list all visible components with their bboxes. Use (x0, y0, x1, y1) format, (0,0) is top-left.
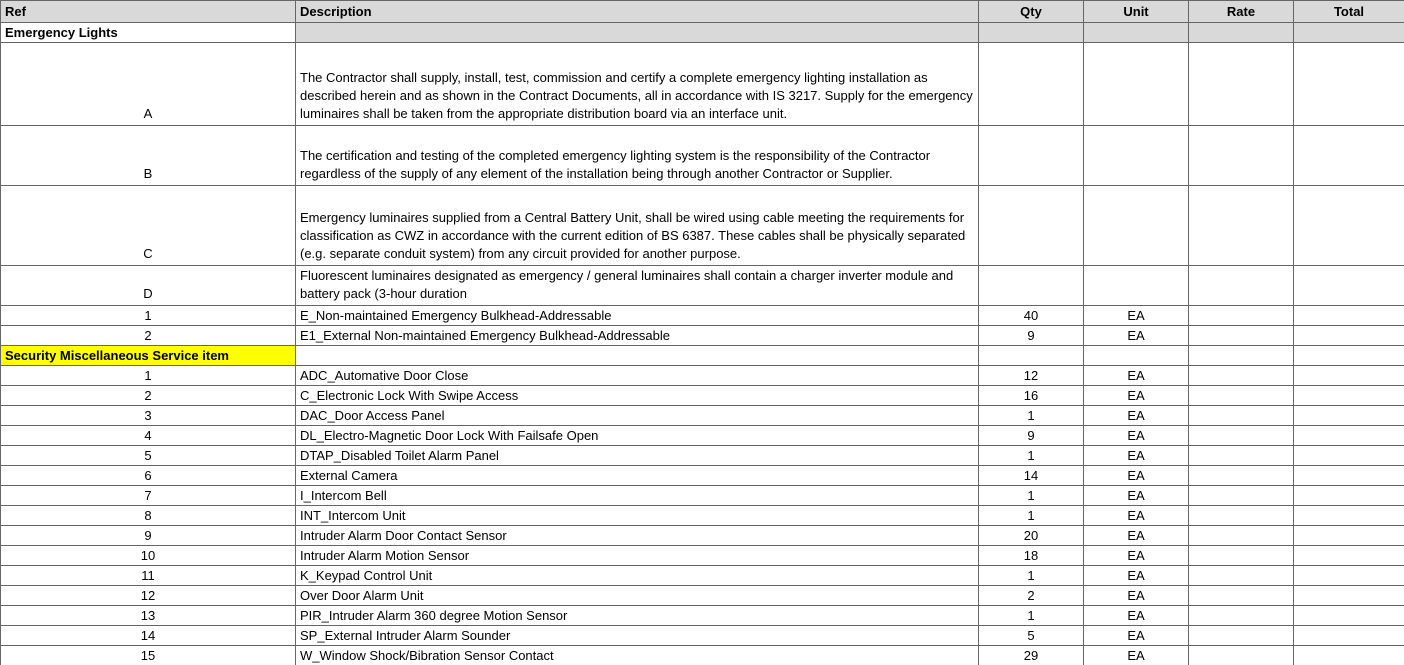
table-row (1, 186, 1404, 266)
qty-cell[interactable]: 9 (979, 426, 1084, 446)
total-cell[interactable] (1294, 546, 1404, 566)
description-cell[interactable]: PIR_Intruder Alarm 360 degree Motion Sensor (296, 606, 979, 626)
unit-cell[interactable]: EA (1084, 546, 1189, 566)
ref-cell[interactable]: C (1, 186, 296, 266)
qty-cell[interactable] (979, 186, 1084, 266)
table-row (1, 406, 1404, 426)
unit-cell[interactable] (1084, 186, 1189, 266)
rate-cell[interactable] (1189, 186, 1294, 266)
total-cell[interactable] (1294, 506, 1404, 526)
qty-cell[interactable]: 1 (979, 446, 1084, 466)
ref-cell[interactable]: 14 (1, 626, 296, 646)
table-row (1, 526, 1404, 546)
ref-cell[interactable]: 3 (1, 406, 296, 426)
ref-cell[interactable]: 12 (1, 586, 296, 606)
ref-cell[interactable]: B (1, 126, 296, 186)
rate-cell[interactable] (1189, 566, 1294, 586)
unit-cell[interactable]: EA (1084, 486, 1189, 506)
rate-cell[interactable] (1189, 326, 1294, 346)
description-cell[interactable]: Intruder Alarm Motion Sensor (296, 546, 979, 566)
description-cell[interactable]: The certification and testing of the completed emergency lighting system is the responsibility of the Contractor regardless of the supply of any element of the installation being through another Contractor or Supplier. (296, 126, 979, 186)
unit-cell[interactable]: EA (1084, 506, 1189, 526)
total-cell[interactable] (1294, 566, 1404, 586)
total-cell[interactable] (1294, 646, 1404, 665)
description-cell[interactable]: DAC_Door Access Panel (296, 406, 979, 426)
description-cell[interactable]: Fluorescent luminaires designated as emergency / general luminaires shall contain a charger inverter module and battery pack (3-hour duration (296, 266, 979, 306)
qty-cell[interactable]: 40 (979, 306, 1084, 326)
qty-cell[interactable]: 1 (979, 606, 1084, 626)
ref-cell[interactable]: 10 (1, 546, 296, 566)
rate-cell[interactable] (1189, 266, 1294, 306)
qty-cell[interactable]: 1 (979, 506, 1084, 526)
total-cell[interactable] (1294, 486, 1404, 506)
unit-cell[interactable]: EA (1084, 606, 1189, 626)
ref-cell[interactable]: 1 (1, 366, 296, 386)
rate-cell[interactable] (1189, 306, 1294, 326)
header-total-cell[interactable]: Total (1294, 1, 1404, 23)
unit-cell[interactable]: EA (1084, 466, 1189, 486)
unit-cell[interactable]: EA (1084, 646, 1189, 665)
description-cell[interactable]: The Contractor shall supply, install, test, commission and certify a complete emergency lighting installation as described herein and as shown in the Contract Documents, all in accordance with IS 3217. Supply for the emergency luminaires shall be taken from the appropriate distribution board via an interface unit. (296, 43, 979, 126)
rate-cell[interactable] (1189, 506, 1294, 526)
unit-cell[interactable] (1084, 126, 1189, 186)
total-cell[interactable] (1294, 266, 1404, 306)
rate-cell[interactable] (1189, 43, 1294, 126)
rate-cell[interactable] (1189, 406, 1294, 426)
table-body (1, 23, 1404, 665)
ref-cell[interactable]: Security Miscellaneous Service item (1, 346, 296, 366)
rate-cell[interactable] (1189, 546, 1294, 566)
qty-cell[interactable]: 1 (979, 406, 1084, 426)
ref-cell[interactable]: 2 (1, 386, 296, 406)
unit-cell[interactable]: EA (1084, 326, 1189, 346)
ref-cell[interactable]: 8 (1, 506, 296, 526)
table-row (1, 426, 1404, 446)
qty-cell[interactable] (979, 346, 1084, 366)
unit-cell[interactable]: EA (1084, 366, 1189, 386)
qty-cell[interactable]: 5 (979, 626, 1084, 646)
table-row (1, 606, 1404, 626)
unit-cell[interactable]: EA (1084, 586, 1189, 606)
ref-cell[interactable]: 15 (1, 646, 296, 665)
total-cell[interactable] (1294, 526, 1404, 546)
table-row (1, 466, 1404, 486)
table-row (1, 386, 1404, 406)
unit-cell[interactable]: EA (1084, 526, 1189, 546)
table-row (1, 546, 1404, 566)
description-cell[interactable]: I_Intercom Bell (296, 486, 979, 506)
total-cell[interactable] (1294, 306, 1404, 326)
total-cell[interactable] (1294, 126, 1404, 186)
rate-cell[interactable] (1189, 466, 1294, 486)
header-qty-cell[interactable]: Qty (979, 1, 1084, 23)
table-row (1, 306, 1404, 326)
qty-cell[interactable]: 2 (979, 586, 1084, 606)
ref-cell[interactable]: 1 (1, 306, 296, 326)
qty-cell[interactable] (979, 266, 1084, 306)
unit-cell[interactable]: EA (1084, 426, 1189, 446)
total-cell[interactable] (1294, 406, 1404, 426)
unit-cell[interactable]: EA (1084, 626, 1189, 646)
total-cell[interactable] (1294, 626, 1404, 646)
total-cell[interactable] (1294, 326, 1404, 346)
table-row (1, 446, 1404, 466)
rate-cell[interactable] (1189, 23, 1294, 43)
rate-cell[interactable] (1189, 426, 1294, 446)
description-cell[interactable]: ADC_Automative Door Close (296, 366, 979, 386)
qty-cell[interactable] (979, 126, 1084, 186)
total-cell[interactable] (1294, 586, 1404, 606)
rate-cell[interactable] (1189, 366, 1294, 386)
rate-cell[interactable] (1189, 126, 1294, 186)
table-row (1, 626, 1404, 646)
table-row (1, 366, 1404, 386)
table-row (1, 266, 1404, 306)
rate-cell[interactable] (1189, 646, 1294, 665)
unit-cell[interactable]: EA (1084, 406, 1189, 426)
rate-cell[interactable] (1189, 346, 1294, 366)
ref-cell[interactable]: 11 (1, 566, 296, 586)
table-row (1, 566, 1404, 586)
description-cell[interactable]: C_Electronic Lock With Swipe Access (296, 386, 979, 406)
table-row (1, 486, 1404, 506)
total-cell[interactable] (1294, 386, 1404, 406)
ref-cell[interactable]: 4 (1, 426, 296, 446)
qty-cell[interactable]: 12 (979, 366, 1084, 386)
table-row (1, 43, 1404, 126)
header-unit-cell[interactable]: Unit (1084, 1, 1189, 23)
qty-cell[interactable] (979, 43, 1084, 126)
total-cell[interactable] (1294, 23, 1404, 43)
qty-cell[interactable]: 9 (979, 326, 1084, 346)
unit-cell[interactable] (1084, 266, 1189, 306)
ref-cell[interactable]: 7 (1, 486, 296, 506)
unit-cell[interactable] (1084, 346, 1189, 366)
description-cell[interactable]: Over Door Alarm Unit (296, 586, 979, 606)
section-row (1, 346, 1404, 366)
qty-cell[interactable]: 20 (979, 526, 1084, 546)
total-cell[interactable] (1294, 466, 1404, 486)
description-cell[interactable] (296, 346, 979, 366)
description-cell[interactable]: DTAP_Disabled Toilet Alarm Panel (296, 446, 979, 466)
table-row (1, 506, 1404, 526)
unit-cell[interactable]: EA (1084, 566, 1189, 586)
description-cell[interactable]: DL_Electro-Magnetic Door Lock With Failsafe Open (296, 426, 979, 446)
rate-cell[interactable] (1189, 606, 1294, 626)
description-cell[interactable]: E1_External Non-maintained Emergency Bulkhead-Addressable (296, 326, 979, 346)
header-row (1, 1, 1404, 23)
description-cell[interactable]: INT_Intercom Unit (296, 506, 979, 526)
ref-cell[interactable]: 9 (1, 526, 296, 546)
ref-cell[interactable]: 13 (1, 606, 296, 626)
ref-cell[interactable]: A (1, 43, 296, 126)
total-cell[interactable] (1294, 366, 1404, 386)
unit-cell[interactable] (1084, 23, 1189, 43)
section-row (1, 23, 1404, 43)
ref-cell[interactable]: 2 (1, 326, 296, 346)
ref-cell[interactable]: Emergency Lights (1, 23, 296, 43)
description-cell[interactable]: External Camera (296, 466, 979, 486)
total-cell[interactable] (1294, 43, 1404, 126)
qty-cell[interactable] (979, 23, 1084, 43)
total-cell[interactable] (1294, 606, 1404, 626)
qty-cell[interactable]: 1 (979, 566, 1084, 586)
total-cell[interactable] (1294, 346, 1404, 366)
table-row (1, 326, 1404, 346)
qty-cell[interactable]: 1 (979, 486, 1084, 506)
header-description-cell[interactable]: Description (296, 1, 979, 23)
table-row (1, 586, 1404, 606)
table-row (1, 646, 1404, 665)
qty-cell[interactable]: 29 (979, 646, 1084, 665)
description-cell[interactable]: Intruder Alarm Door Contact Sensor (296, 526, 979, 546)
rate-cell[interactable] (1189, 486, 1294, 506)
ref-cell[interactable]: 6 (1, 466, 296, 486)
unit-cell[interactable]: EA (1084, 306, 1189, 326)
rate-cell[interactable] (1189, 626, 1294, 646)
description-cell[interactable]: SP_External Intruder Alarm Sounder (296, 626, 979, 646)
table-row (1, 126, 1404, 186)
total-cell[interactable] (1294, 426, 1404, 446)
rate-cell[interactable] (1189, 526, 1294, 546)
description-cell[interactable]: K_Keypad Control Unit (296, 566, 979, 586)
ref-cell[interactable]: D (1, 266, 296, 306)
header-rate-cell[interactable]: Rate (1189, 1, 1294, 23)
unit-cell[interactable]: EA (1084, 386, 1189, 406)
qty-cell[interactable]: 16 (979, 386, 1084, 406)
total-cell[interactable] (1294, 186, 1404, 266)
unit-cell[interactable]: EA (1084, 446, 1189, 466)
total-cell[interactable] (1294, 446, 1404, 466)
description-cell[interactable]: W_Window Shock/Bibration Sensor Contact (296, 646, 979, 665)
rate-cell[interactable] (1189, 446, 1294, 466)
description-cell[interactable]: Emergency luminaires supplied from a Central Battery Unit, shall be wired using cable meeting the requirements for classification as CWZ in accordance with the current edition of BS 6387. These cables shall be physically separated (e.g. separate conduit system) from any circuit provided for another purpose. (296, 186, 979, 266)
unit-cell[interactable] (1084, 43, 1189, 126)
description-cell[interactable]: E_Non-maintained Emergency Bulkhead-Addressable (296, 306, 979, 326)
rate-cell[interactable] (1189, 586, 1294, 606)
ref-cell[interactable]: 5 (1, 446, 296, 466)
description-cell[interactable] (296, 23, 979, 43)
qty-cell[interactable]: 14 (979, 466, 1084, 486)
header-ref-cell[interactable]: Ref (1, 1, 296, 23)
qty-cell[interactable]: 18 (979, 546, 1084, 566)
rate-cell[interactable] (1189, 386, 1294, 406)
